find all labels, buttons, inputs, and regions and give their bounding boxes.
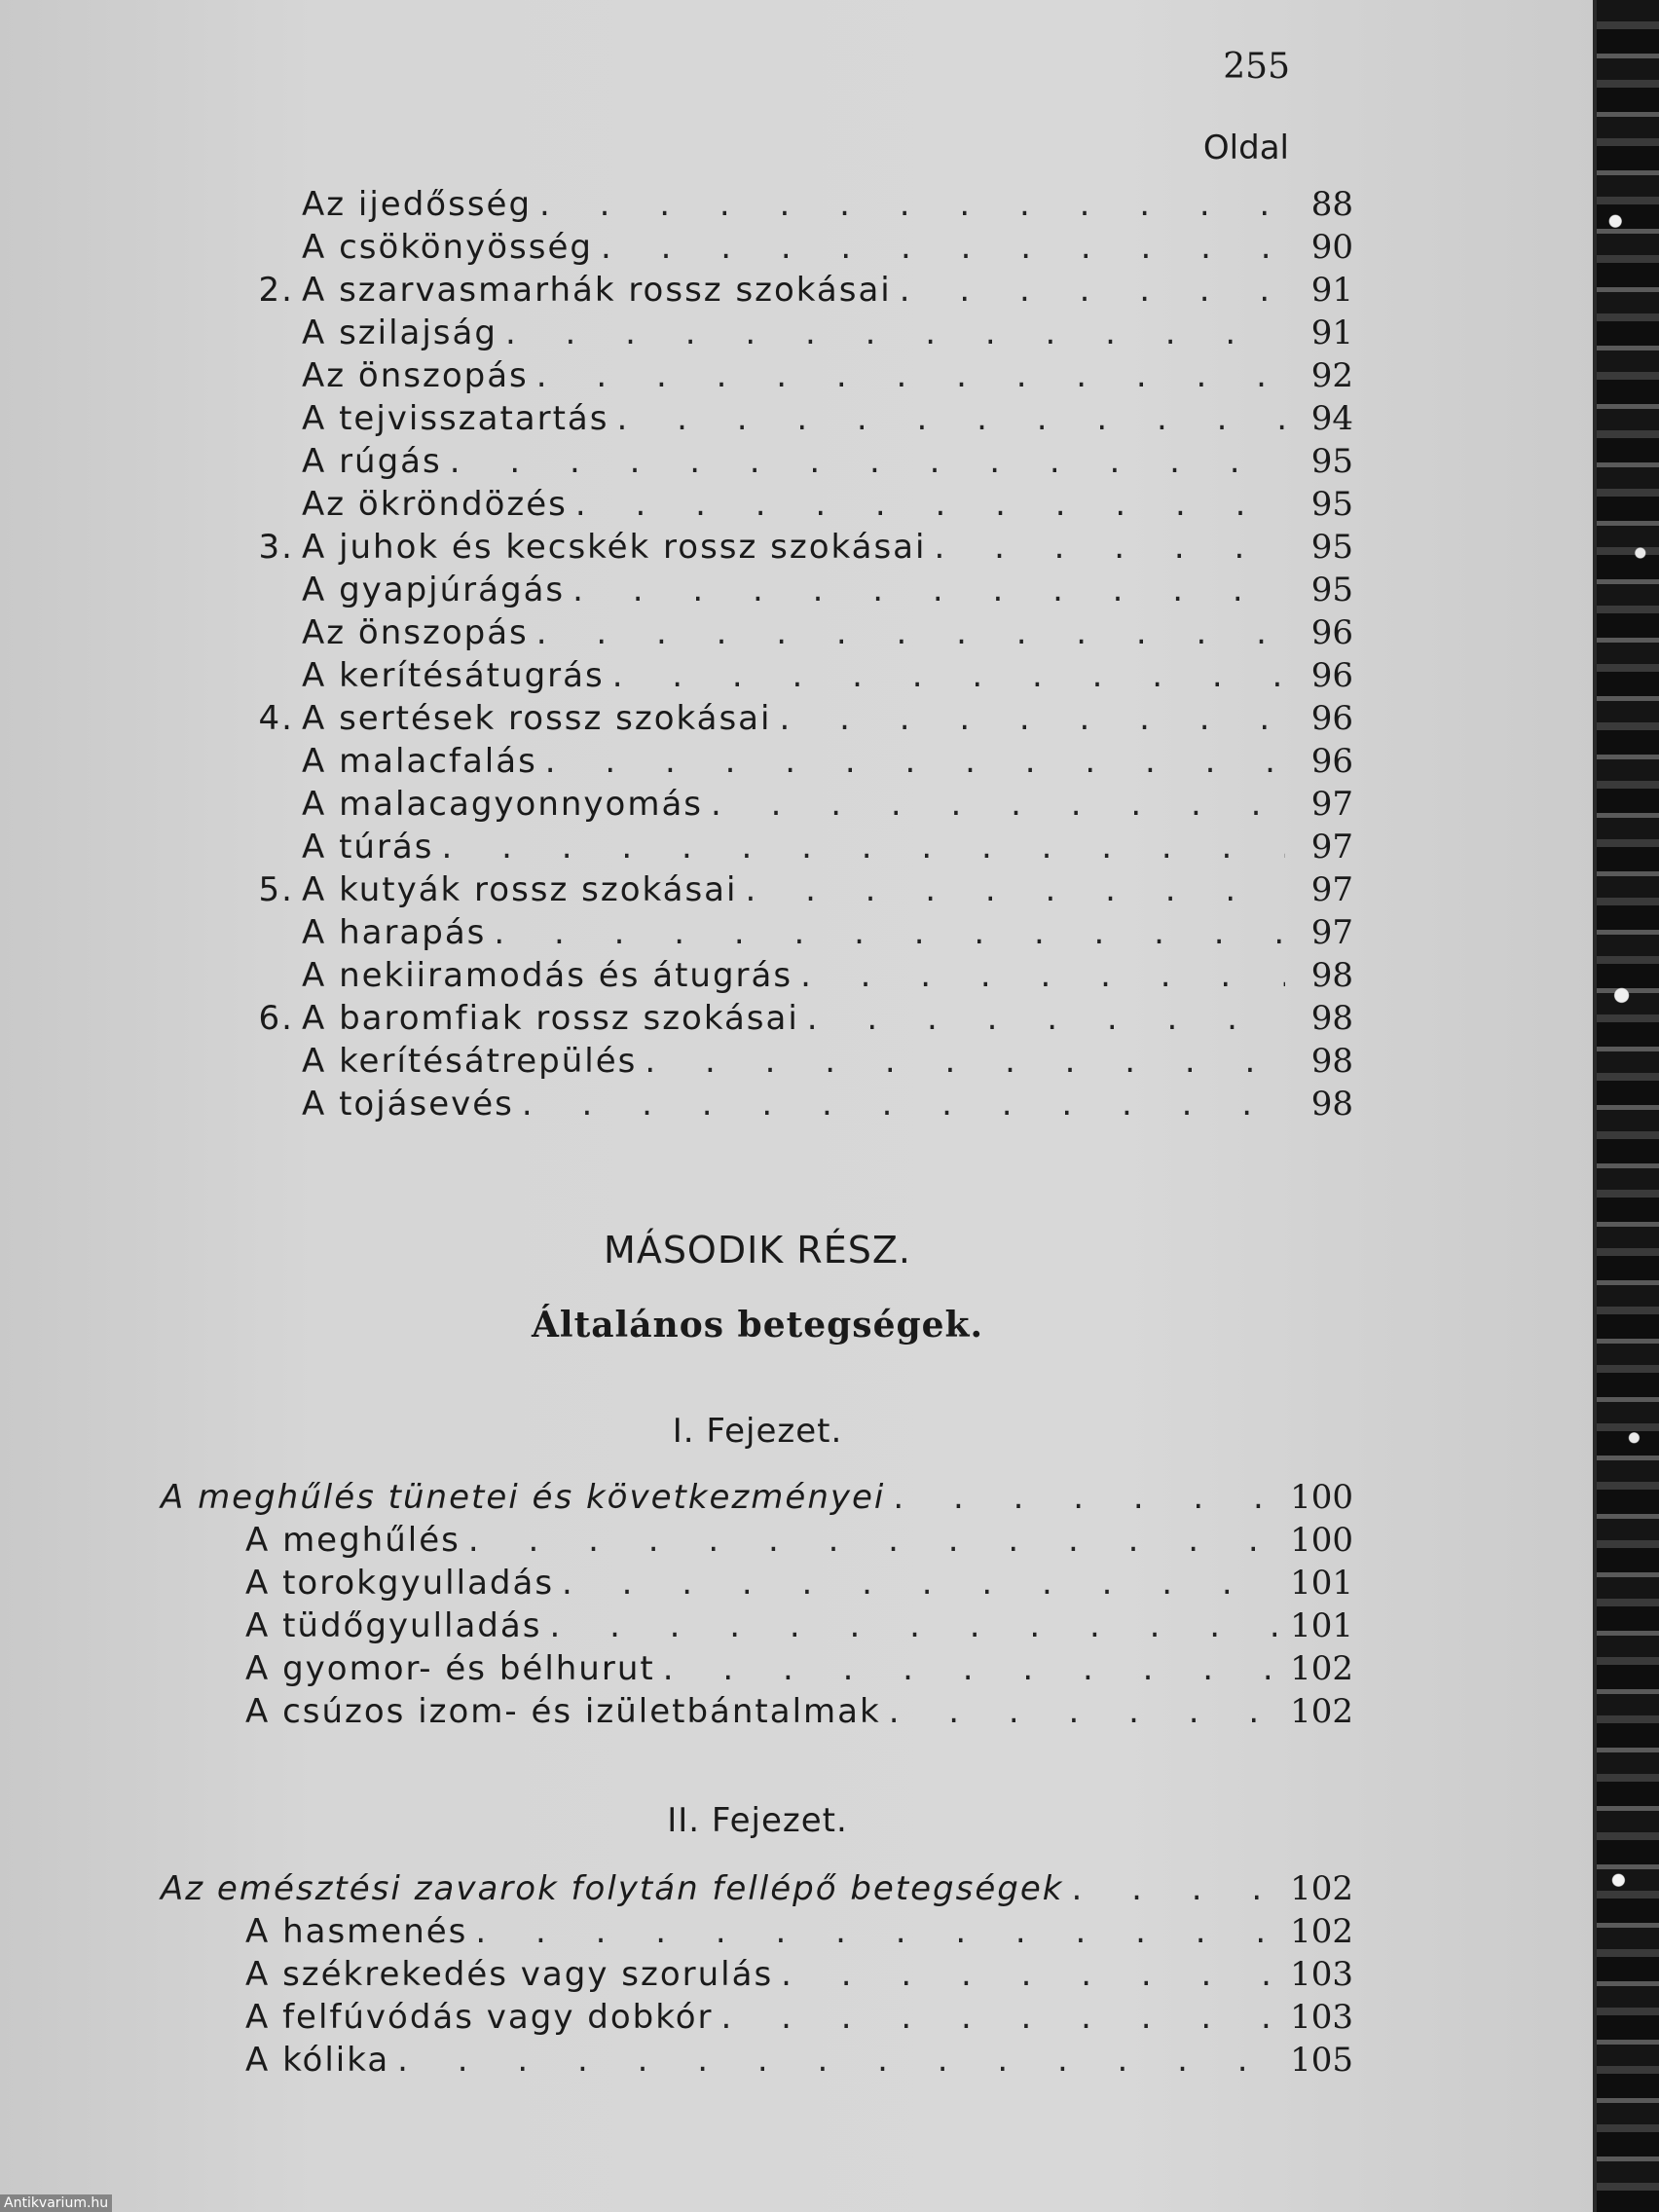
toc-entry-label: A hasmenés	[245, 1912, 468, 1951]
toc-entry	[302, 613, 1353, 656]
toc-entry-label: Az önszopás	[302, 356, 529, 395]
toc-leader-dots	[562, 1564, 1285, 1603]
toc-entry-label: A tüdőgyulladás	[245, 1606, 542, 1645]
toc-entry-label: A székrekedés vagy szorulás	[245, 1955, 774, 1994]
toc-entry-number: 5.	[258, 870, 294, 909]
toc-leader-dots	[612, 656, 1285, 695]
toc-entry	[258, 528, 1353, 571]
toc-entry-page: 90	[1310, 228, 1353, 267]
toc-leader-dots	[545, 742, 1285, 781]
toc-entry-page: 98	[1310, 999, 1353, 1038]
toc-entry	[302, 656, 1353, 699]
toc-entry-page: 96	[1310, 613, 1353, 652]
toc-entry-page: 91	[1310, 271, 1353, 310]
chapter-title: II. Fejezet.	[667, 1801, 848, 1840]
toc-entry-label: A tojásevés	[302, 1085, 514, 1124]
toc-entry-page: 103	[1290, 1998, 1353, 2037]
toc-entry-label: A sertések rossz szokásai	[302, 699, 772, 738]
toc-entry-page: 94	[1310, 399, 1353, 438]
toc-leader-dots	[522, 1085, 1285, 1124]
toc-entry	[245, 1606, 1353, 1649]
toc-entry-page: 101	[1290, 1564, 1353, 1603]
toc-leader-dots	[468, 1521, 1285, 1560]
book-spine-edge	[1593, 0, 1659, 2212]
toc-entry	[258, 999, 1353, 1042]
toc-entry-page: 102	[1290, 1649, 1353, 1688]
toc-leader-dots	[494, 913, 1285, 952]
toc-entry-page: 97	[1310, 785, 1353, 824]
toc-entry-label: A kutyák rossz szokásai	[302, 870, 738, 909]
toc-entry-label: A malacagyonnyomás	[302, 785, 704, 824]
toc-entry-page: 95	[1310, 571, 1353, 609]
toc-entry-page: 95	[1310, 442, 1353, 481]
toc-entry	[245, 1521, 1353, 1564]
toc-entry	[302, 442, 1353, 485]
toc-entry-page: 92	[1310, 356, 1353, 395]
toc-leader-dots	[745, 870, 1285, 909]
toc-entry-page: 88	[1310, 185, 1353, 224]
toc-entry	[302, 742, 1353, 785]
toc-entry-label: A gyomor- és bélhurut	[245, 1649, 655, 1688]
toc-leader-dots	[549, 1606, 1285, 1645]
toc-leader-dots	[781, 1955, 1285, 1994]
toc-entry	[302, 485, 1353, 528]
toc-entry-label: Az önszopás	[302, 613, 529, 652]
page-number: 255	[1223, 47, 1290, 87]
toc-entry-page: 98	[1310, 956, 1353, 995]
toc-leader-dots	[893, 1478, 1285, 1517]
toc-leader-dots	[475, 1912, 1285, 1951]
page-column-header: Oldal	[1202, 129, 1289, 167]
toc-leader-dots	[572, 571, 1285, 609]
toc-entry-label: Az ökröndözés	[302, 485, 568, 524]
toc-leader-dots	[807, 999, 1285, 1038]
toc-entry	[302, 913, 1353, 956]
toc-entry	[302, 785, 1353, 828]
toc-entry	[302, 1085, 1353, 1127]
toc-entry-label: A felfúvódás vagy dobkór	[245, 1998, 714, 2037]
toc-entry-label: A meghűlés tünetei és következményei	[161, 1478, 886, 1517]
toc-entry	[258, 870, 1353, 913]
toc-entry-page: 105	[1290, 2041, 1353, 2080]
toc-leader-dots	[800, 956, 1285, 995]
toc-entry-page: 97	[1310, 828, 1353, 866]
toc-entry	[302, 228, 1353, 271]
watermark-label: Antikvarium.hu	[0, 2194, 112, 2212]
toc-entry-label: A rúgás	[302, 442, 442, 481]
toc-entry-page: 95	[1310, 528, 1353, 567]
toc-entry	[245, 2041, 1353, 2083]
toc-entry	[302, 1042, 1353, 1085]
toc-entry-number: 4.	[258, 699, 294, 738]
toc-entry-label: A gyapjúrágás	[302, 571, 566, 609]
toc-entry-label: A harapás	[302, 913, 487, 952]
toc-entry	[302, 571, 1353, 613]
toc-entry-label: A csúzos izom- és izületbántalmak	[245, 1692, 881, 1731]
toc-entry	[302, 828, 1353, 870]
toc-entry-page: 96	[1310, 656, 1353, 695]
toc-entry-page: 96	[1310, 699, 1353, 738]
toc-entry-label: A juhok és kecskék rossz szokásai	[302, 528, 927, 567]
toc-leader-dots	[441, 828, 1285, 866]
part-subtitle: Általános betegségek.	[531, 1305, 984, 1346]
toc-entry-page: 102	[1290, 1912, 1353, 1951]
toc-entry	[245, 1998, 1353, 2041]
toc-leader-dots	[575, 485, 1285, 524]
toc-entry	[245, 1692, 1353, 1735]
toc-leader-dots	[616, 399, 1285, 438]
toc-entry-page: 97	[1310, 870, 1353, 909]
toc-entry-label: A meghűlés	[245, 1521, 461, 1560]
toc-entry-page: 102	[1290, 1692, 1353, 1731]
toc-entry-label: A kerítésátrepülés	[302, 1042, 638, 1081]
toc-leader-dots	[601, 228, 1285, 267]
toc-leader-dots	[536, 356, 1285, 395]
toc-leader-dots	[900, 271, 1285, 310]
toc-entry-label: A kólika	[245, 2041, 390, 2080]
toc-entry	[302, 956, 1353, 999]
toc-entry	[302, 356, 1353, 399]
toc-entry	[302, 399, 1353, 442]
toc-entry-number: 6.	[258, 999, 294, 1038]
toc-entry-label: A túrás	[302, 828, 434, 866]
toc-entry	[245, 1564, 1353, 1606]
toc-entry-label: A tejvisszatartás	[302, 399, 609, 438]
toc-leader-dots	[720, 1998, 1285, 2037]
toc-entry-page: 101	[1290, 1606, 1353, 1645]
toc-entry-page: 98	[1310, 1085, 1353, 1124]
toc-entry	[302, 313, 1353, 356]
toc-leader-dots	[397, 2041, 1285, 2080]
toc-entry-label: Az ijedősség	[302, 185, 533, 224]
chapter-heading-entry	[161, 1869, 1353, 1912]
toc-leader-dots	[505, 313, 1285, 352]
toc-leader-dots	[539, 185, 1285, 224]
toc-entry-label: A torokgyulladás	[245, 1564, 555, 1603]
toc-entry-label: A szarvasmarhák rossz szokásai	[302, 271, 892, 310]
toc-leader-dots	[889, 1692, 1285, 1731]
toc-leader-dots	[779, 699, 1285, 738]
toc-entry-label: A csökönyösség	[302, 228, 593, 267]
toc-leader-dots	[450, 442, 1285, 481]
toc-entry-number: 3.	[258, 528, 294, 567]
toc-entry-page: 100	[1290, 1521, 1353, 1560]
toc-entry-label: Az emésztési zavarok folytán fellépő betegségek	[161, 1869, 1064, 1908]
toc-leader-dots	[711, 785, 1285, 824]
toc-leader-dots	[663, 1649, 1285, 1688]
toc-entry	[245, 1955, 1353, 1998]
toc-entry-page: 97	[1310, 913, 1353, 952]
toc-entry	[258, 271, 1353, 313]
toc-entry-page: 96	[1310, 742, 1353, 781]
toc-leader-dots	[645, 1042, 1285, 1081]
toc-entry	[245, 1912, 1353, 1955]
toc-entry-page: 98	[1310, 1042, 1353, 1081]
toc-entry-page: 91	[1310, 313, 1353, 352]
toc-entry-label: A malacfalás	[302, 742, 537, 781]
toc-entry-page: 95	[1310, 485, 1353, 524]
toc-entry-label: A kerítésátugrás	[302, 656, 605, 695]
toc-entry	[245, 1649, 1353, 1692]
toc-entry-number: 2.	[258, 271, 294, 310]
toc-entry	[258, 699, 1353, 742]
chapter-heading-entry	[161, 1478, 1353, 1521]
toc-leader-dots	[934, 528, 1285, 567]
toc-entry-page: 100	[1290, 1478, 1353, 1517]
toc-entry-label: A szilajság	[302, 313, 498, 352]
chapter-title: I. Fejezet.	[672, 1412, 843, 1451]
toc-entry-label: A baromfiak rossz szokásai	[302, 999, 799, 1038]
toc-leader-dots	[536, 613, 1285, 652]
toc-entry-page: 102	[1290, 1869, 1353, 1908]
part-title: MÁSODIK RÉSZ.	[604, 1229, 911, 1272]
toc-leader-dots	[1071, 1869, 1285, 1908]
toc-entry-page: 103	[1290, 1955, 1353, 1994]
toc-entry	[302, 185, 1353, 228]
toc-entry-label: A nekiiramodás és átugrás	[302, 956, 793, 995]
